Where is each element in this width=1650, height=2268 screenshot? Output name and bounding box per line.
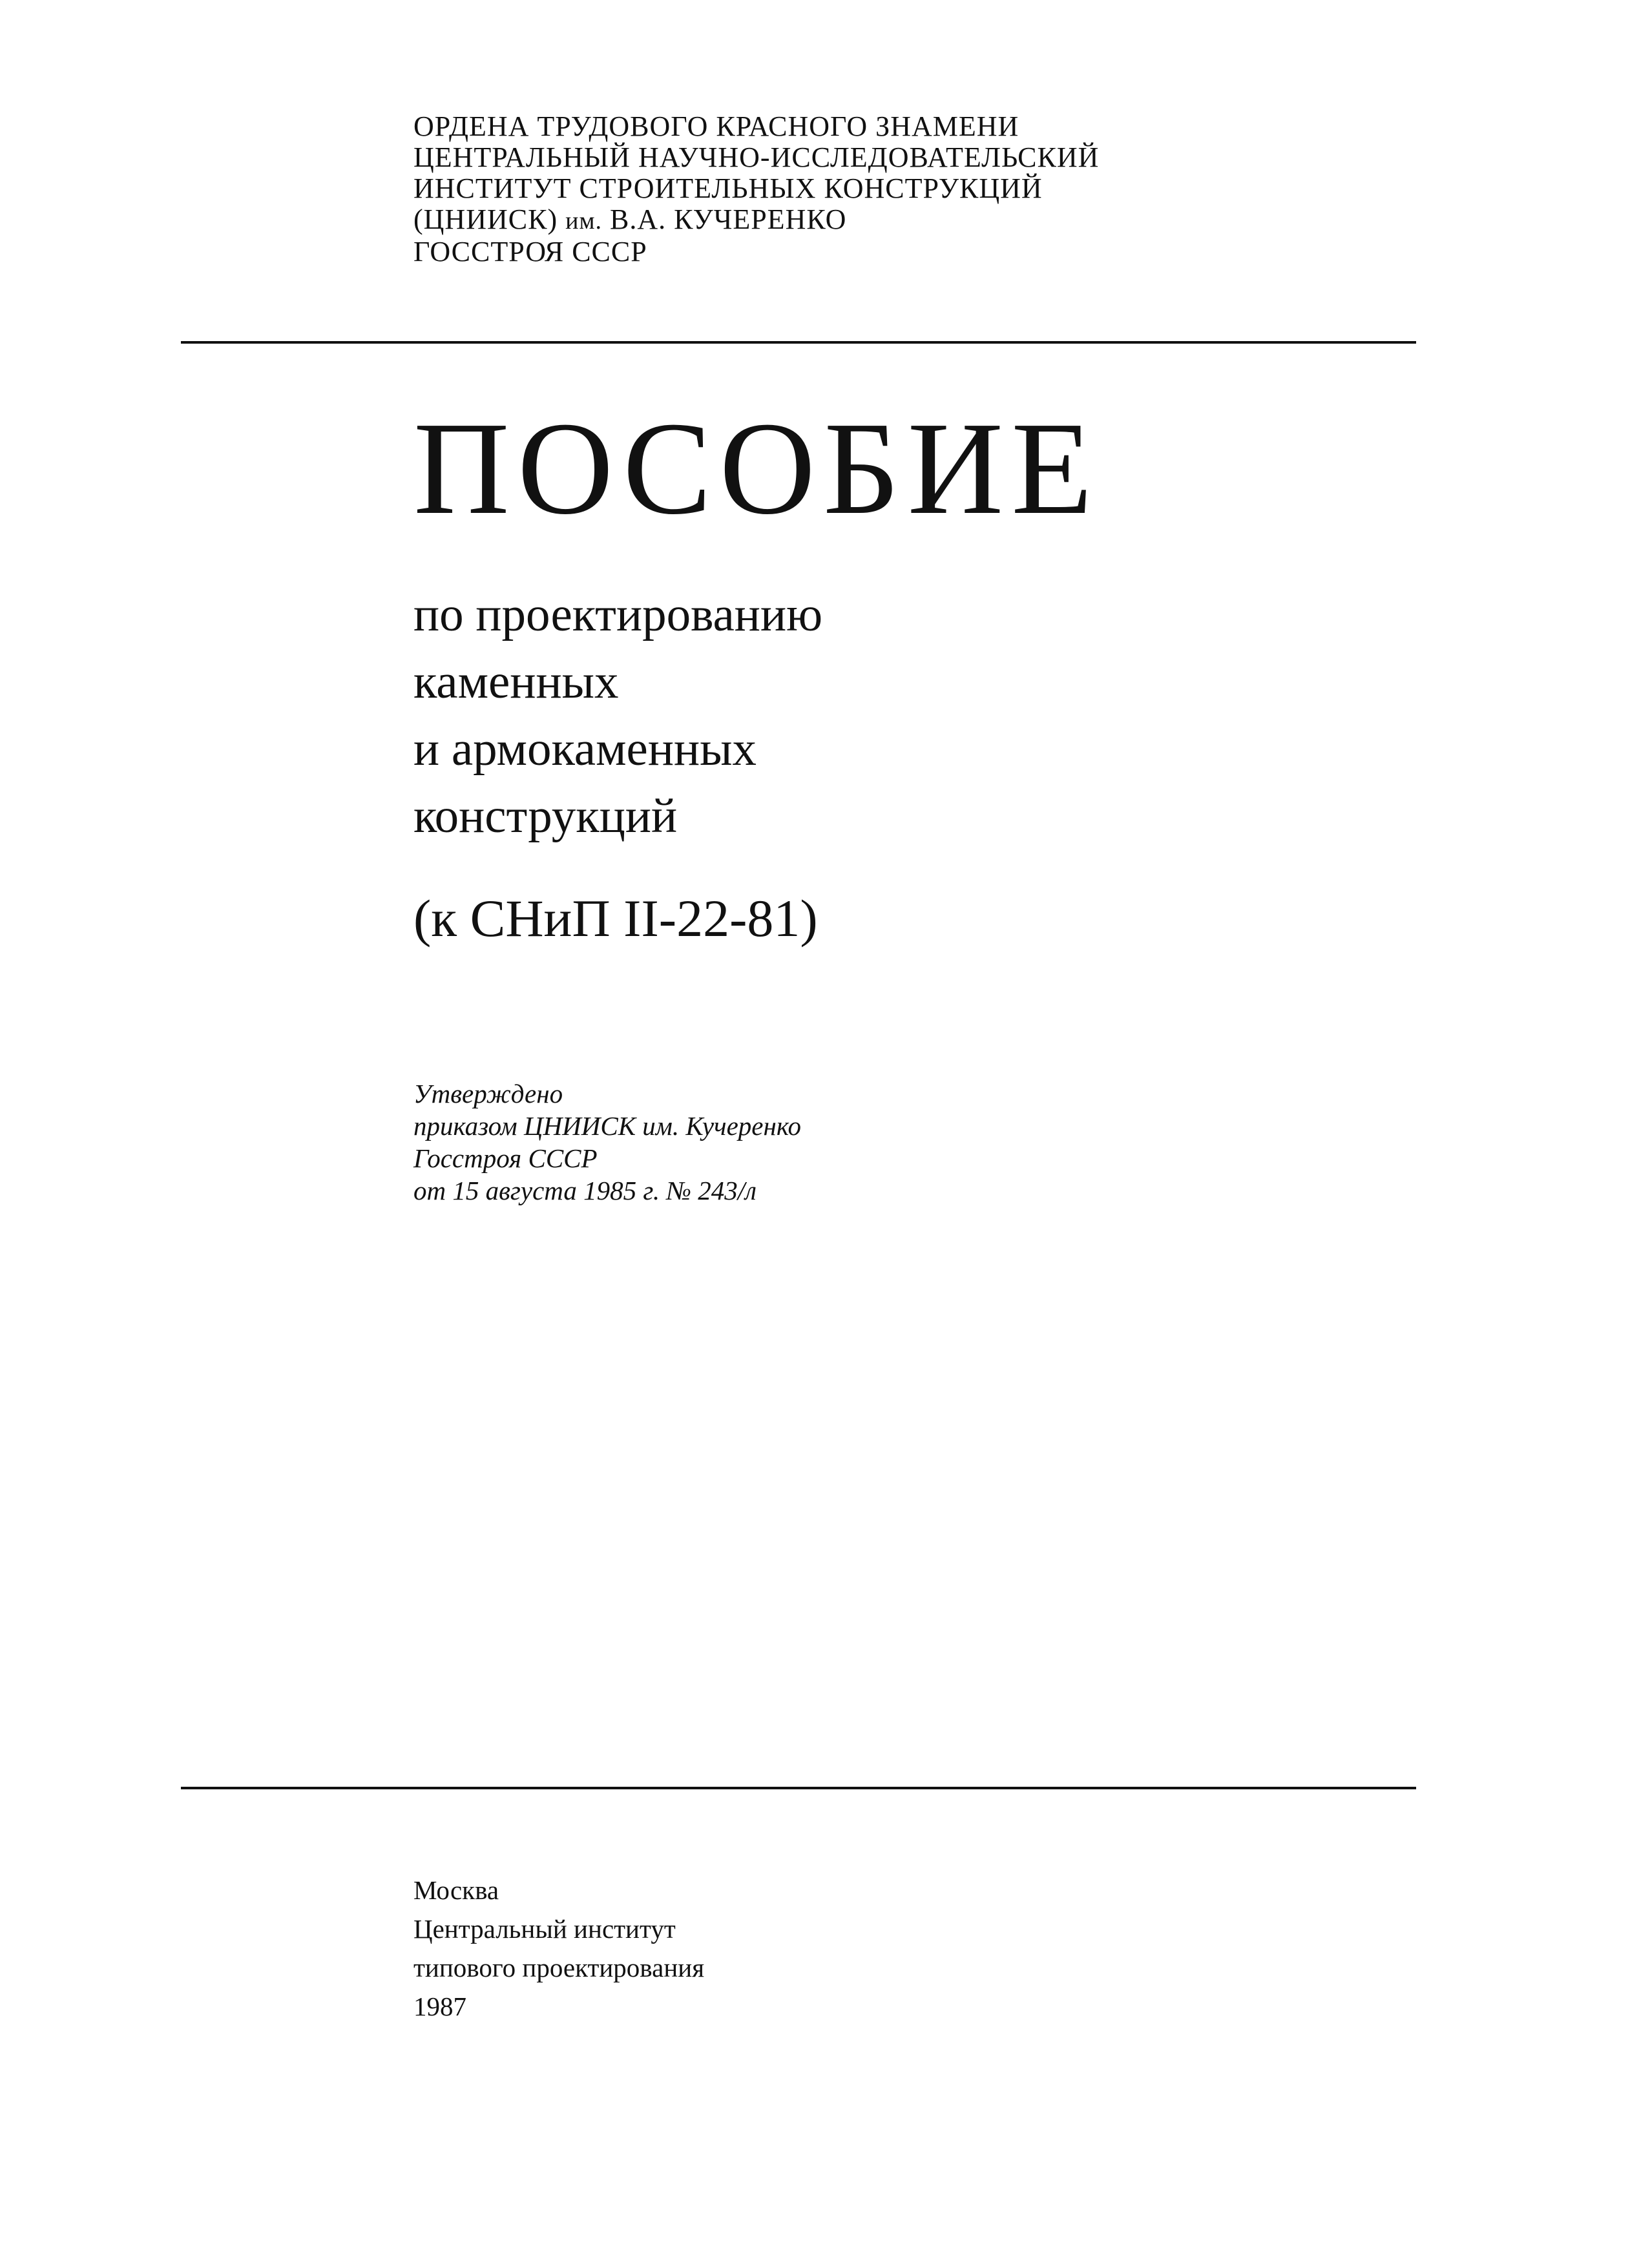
- top-divider: [181, 341, 1416, 344]
- approval-line-2: приказом ЦНИИСК им. Кучеренко: [413, 1111, 801, 1141]
- organization-namesake: В.А. КУЧЕРЕНКО: [610, 203, 847, 235]
- approval-line-1: Утверждено: [413, 1079, 563, 1108]
- organization-line-1: ОРДЕНА ТРУДОВОГО КРАСНОГО ЗНАМЕНИ: [413, 110, 1019, 142]
- publisher-imprint: [413, 1871, 704, 2026]
- bottom-divider: [181, 1787, 1416, 1789]
- document-title: ПОСОБИЕ: [413, 394, 1101, 542]
- snip-reference: (к СНиП II-22-81): [413, 889, 818, 948]
- organization-line-3: ИНСТИТУТ СТРОИТЕЛЬНЫХ КОНСТРУКЦИЙ: [413, 172, 1043, 204]
- publisher-name-line-2: типового проектирования: [413, 1953, 705, 1982]
- approval-line-3: Госстроя СССР: [413, 1143, 598, 1173]
- organization-abbreviation: (ЦНИИСК): [413, 203, 558, 235]
- organization-im-prefix: им.: [565, 207, 602, 234]
- subtitle-line-1: по проектированию: [413, 588, 823, 641]
- organization-line-5: ГОССТРОЯ СССР: [413, 236, 647, 267]
- organization-line-2: ЦЕНТРАЛЬНЫЙ НАУЧНО-ИССЛЕДОВАТЕЛЬСКИЙ: [413, 141, 1100, 173]
- organization-line-4: [413, 204, 1099, 236]
- publication-year: 1987: [413, 1992, 466, 2021]
- subtitle-line-2: каменных: [413, 655, 619, 709]
- organization-block: [413, 111, 1099, 267]
- publisher-name-line-1: Центральный институт: [413, 1914, 676, 1944]
- subtitle-line-3: и армокаменных: [413, 722, 757, 776]
- approval-line-4: от 15 августа 1985 г. № 243/л: [413, 1176, 757, 1205]
- approval-note: [413, 1077, 801, 1207]
- publisher-city: Москва: [413, 1875, 499, 1905]
- document-subtitle: [413, 581, 822, 850]
- subtitle-line-4: конструкций: [413, 789, 678, 843]
